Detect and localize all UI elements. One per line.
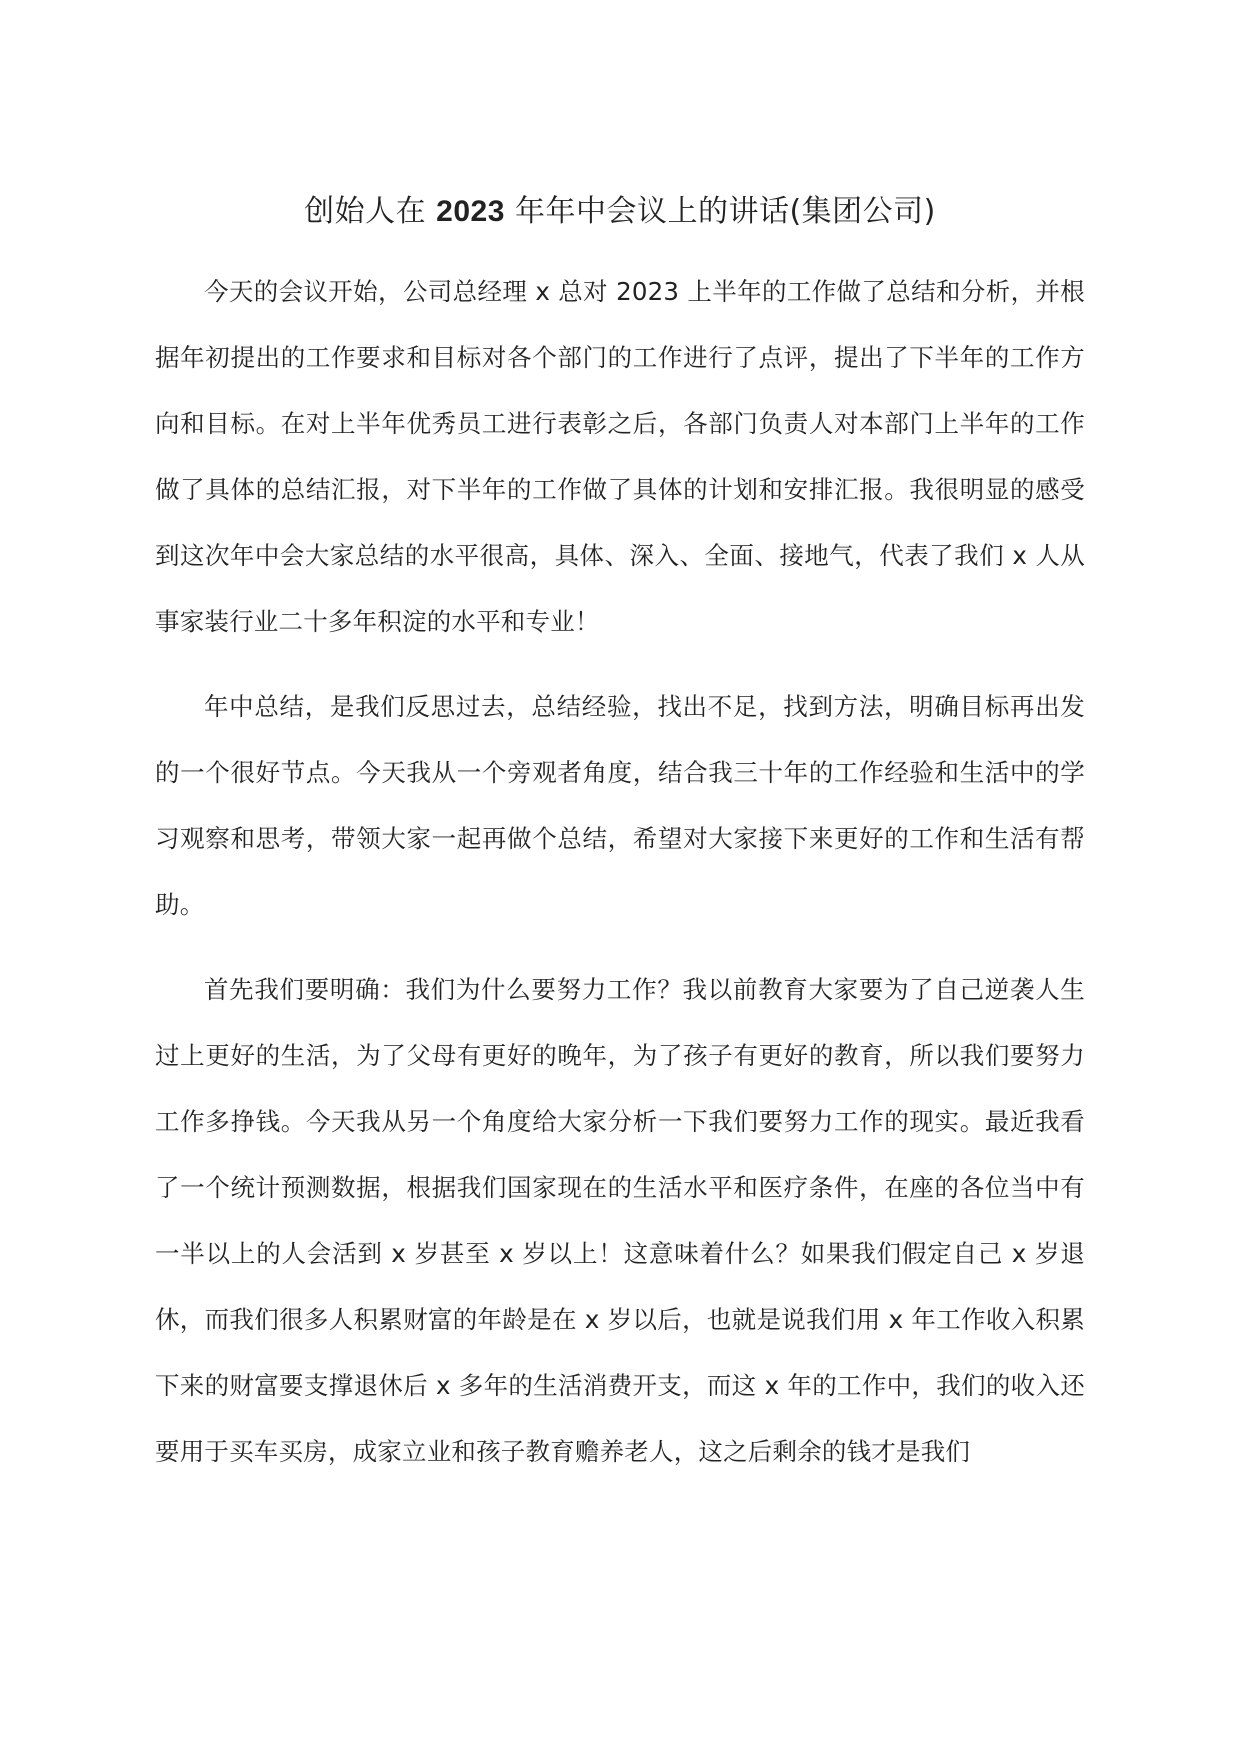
title-suffix: 年年中会议上的讲话(集团公司) [504, 194, 936, 229]
title-year: 2023 [436, 195, 505, 228]
document-body [155, 259, 1085, 1485]
document-title [155, 190, 1085, 234]
title-prefix: 创始人在 [304, 194, 437, 229]
paragraph-2: 年中总结，是我们反思过去，总结经验，找出不足，找到方法，明确目标再出发的一个很好节点。今天我从一个旁观者角度，结合我三十年的工作经验和生活中的学习观察和思考，带领大家一起再做个总结，希望对大家接下来更好的工作和生活有帮助。 [155, 692, 1085, 919]
paragraph-3: 首先我们要明确：我们为什么要努力工作？我以前教育大家要为了自己逆袭人生过上更好的生活，为了父母有更好的晚年，为了孩子有更好的教育，所以我们要努力工作多挣钱。今天我从另一个角度给大家分析一下我们要努力工作的现实。最近我看了一个统计预测数据，根据我们国家现在的生活水平和医疗条件，在座的各位当中有一半以上的人会活到 x 岁甚至 x 岁以上！这意味着什么？如果我们假定自己 x 岁退休，而我们很多人积累财富的年龄是在 x 岁以后，也就是说我们用 x 年工作收入积累下来的财富要支撑退休后 x 多年的生活消费开支，而这 x 年的工作中，我们的收入还要用于买车买房，成家立业和孩子教育赡养老人，这之后剩余的钱才是我们 [155, 975, 1085, 1466]
paragraph-1: 今天的会议开始，公司总经理 x 总对 2023 上半年的工作做了总结和分析，并根据年初提出的工作要求和目标对各个部门的工作进行了点评，提出了下半年的工作方向和目标。在对上半年优秀员工进行表彰之后，各部门负责人对本部门上半年的工作做了具体的总结汇报，对下半年的工作做了具体的计划和安排汇报。我很明显的感受到这次年中会大家总结的水平很高，具体、深入、全面、接地气，代表了我们 x 人从事家装行业二十多年积淀的水平和专业！ [155, 277, 1085, 636]
